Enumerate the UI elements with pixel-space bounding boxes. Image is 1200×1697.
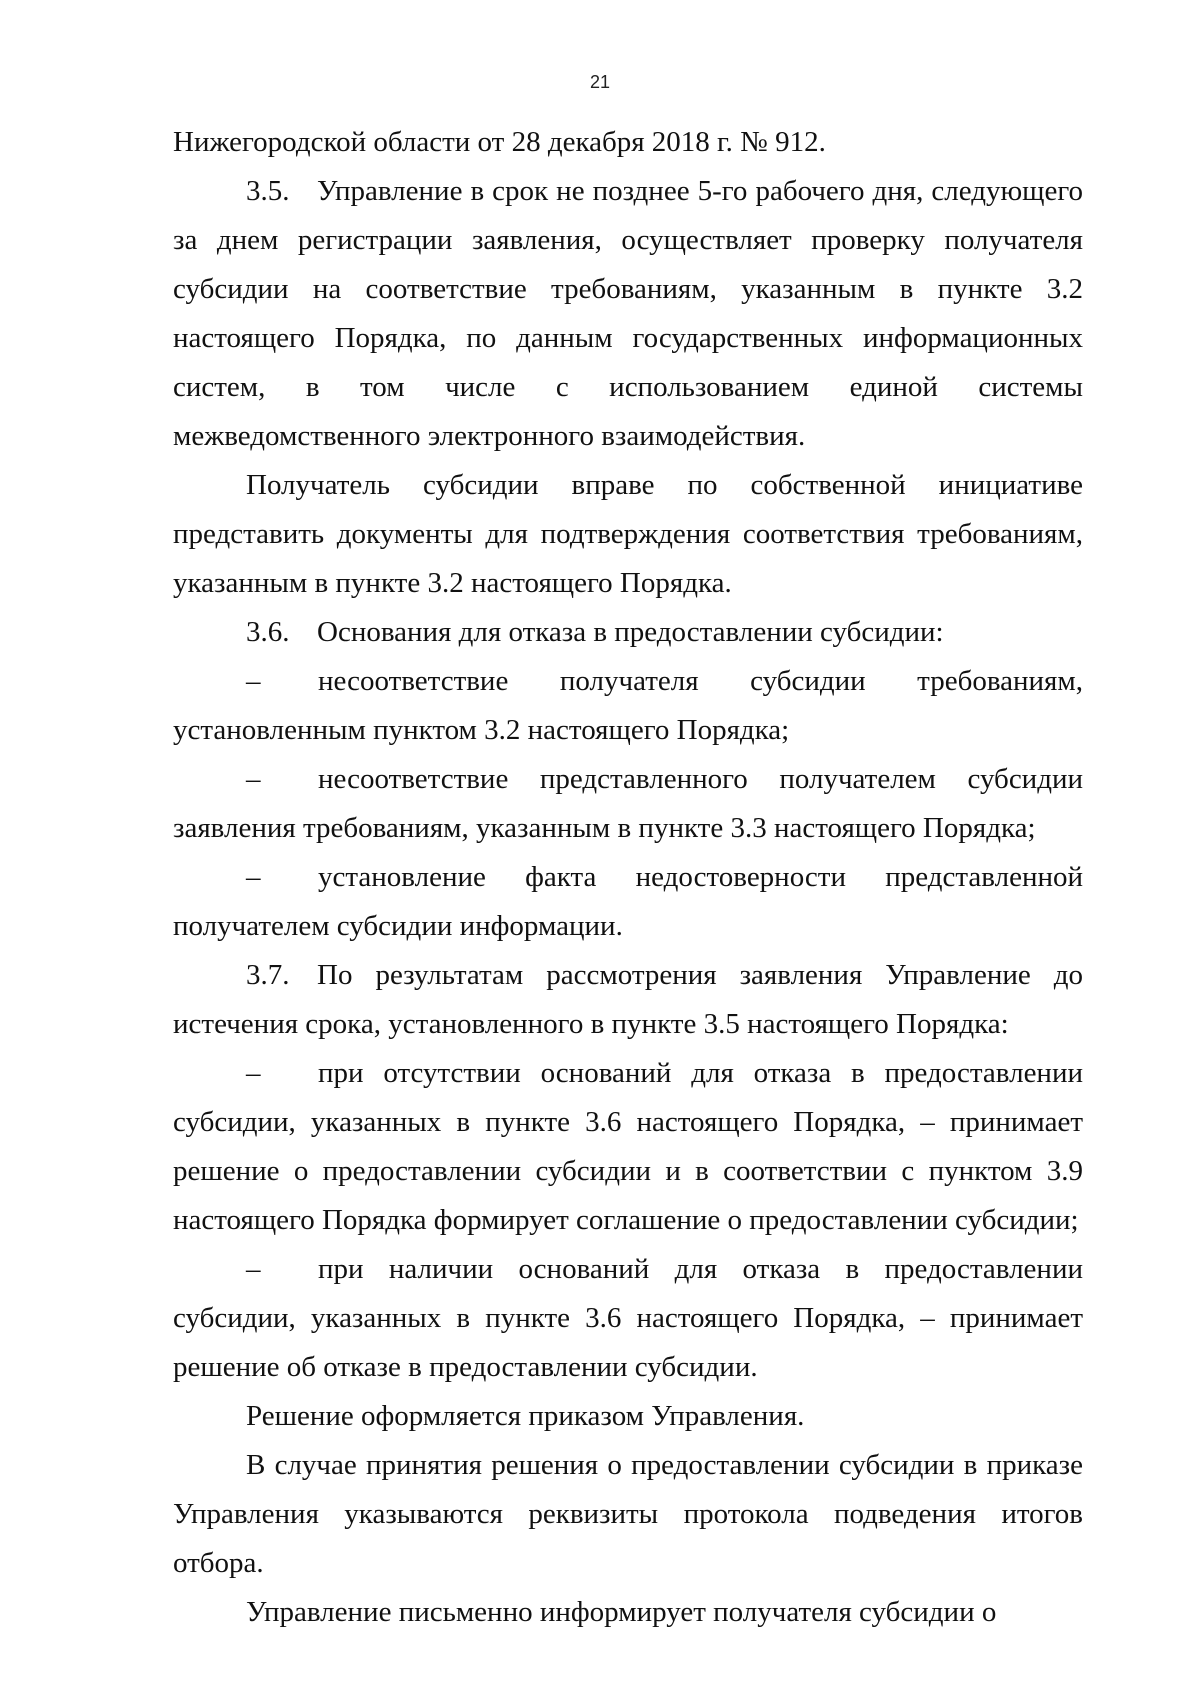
clause-number: 3.7.: [246, 959, 290, 991]
list-item-text: при отсутствии оснований для отказа в предоставлении субсидии, указанных в пункте 3.6 настоящего Порядка, – принимает решение о предоставлении субсидии и в соответствии с пунктом 3.9 настоящего Порядка формирует соглашение о предоставлении субсидии;: [173, 1057, 1083, 1236]
paragraph-initiative: Получатель субсидии вправе по собственной инициативе представить документы для подтверждения соответствия требованиям, указанным в пункте 3.2 настоящего Порядка.: [173, 469, 1083, 599]
list-item-text: при наличии оснований для отказа в предоставлении субсидии, указанных в пункте 3.6 настоящего Порядка, – принимает решение об отказе в предоставлении субсидии.: [173, 1253, 1083, 1383]
paragraph-text: По результатам рассмотрения заявления Управление до истечения срока, установленного в пункте 3.5 настоящего Порядка:: [173, 959, 1083, 1040]
list-item: [173, 1245, 1083, 1392]
page-number: 21: [589, 72, 611, 92]
paragraph-text: Управление в срок не позднее 5-го рабочего дня, следующего за днем регистрации заявления, осуществляет проверку получателя субсидии на соответствие требованиям, указанным в пункте 3.2 настоящего Порядка, по данным государственных информационных систем, в том числе с использованием единой системы межведомственного электронного взаимодействия.: [173, 175, 1083, 452]
paragraph-3-6: [173, 608, 1083, 657]
clause-number: 3.5.: [246, 175, 290, 207]
list-item: [173, 1049, 1083, 1245]
document-body: [173, 118, 1083, 1637]
paragraph-decision: Решение оформляется приказом Управления.: [246, 1400, 805, 1432]
clause-number: 3.6.: [246, 616, 290, 648]
list-item-text: установление факта недостоверности представленной получателем субсидии информации.: [173, 861, 1083, 942]
paragraph-continuation: Нижегородской области от 28 декабря 2018 г. № 912.: [173, 126, 826, 158]
paragraph-order-details: В случае принятия решения о предоставлении субсидии в приказе Управления указываются реквизиты протокола подведения итогов отбора.: [173, 1449, 1083, 1579]
list-item: [173, 853, 1083, 951]
paragraph-informs: Управление письменно информирует получателя субсидии о: [246, 1596, 997, 1628]
list-item: [173, 755, 1083, 853]
list-item-text: несоответствие получателя субсидии требованиям, установленным пунктом 3.2 настоящего Порядка;: [173, 665, 1083, 746]
paragraph-3-5: [173, 167, 1083, 461]
list-dash: –: [246, 1057, 261, 1089]
paragraph-3-7: [173, 951, 1083, 1049]
list-dash: –: [246, 763, 261, 795]
list-dash: –: [246, 665, 261, 697]
list-item-text: несоответствие представленного получателем субсидии заявления требованиям, указанным в пункте 3.3 настоящего Порядка;: [173, 763, 1083, 844]
list-dash: –: [246, 861, 261, 893]
paragraph-text: Основания для отказа в предоставлении субсидии:: [317, 616, 944, 648]
list-item: [173, 657, 1083, 755]
list-dash: –: [246, 1253, 261, 1285]
